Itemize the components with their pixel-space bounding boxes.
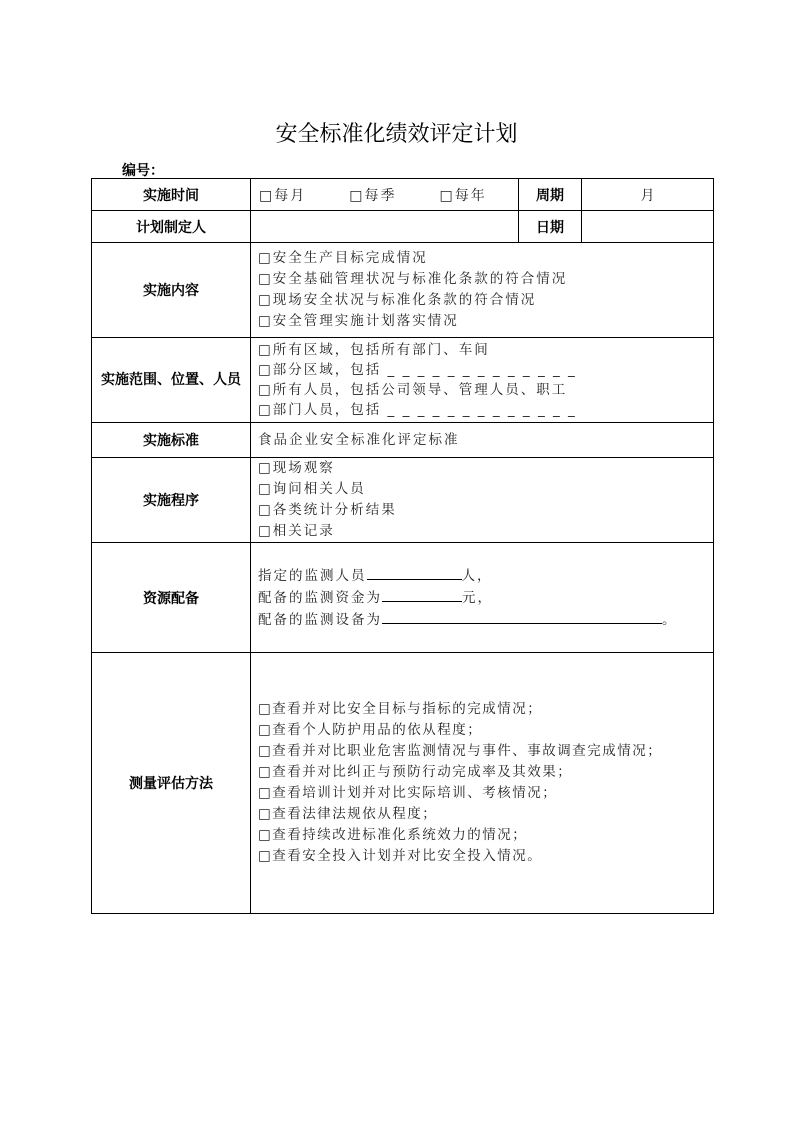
date-field[interactable] bbox=[582, 211, 714, 243]
label-content: 实施内容 bbox=[92, 243, 251, 338]
content-options bbox=[251, 243, 714, 338]
monitor-fund-unit: 元， bbox=[462, 589, 493, 606]
label-method: 测量评估方法 bbox=[92, 653, 251, 914]
monitor-equipment-field[interactable] bbox=[382, 609, 662, 624]
planner-field[interactable] bbox=[251, 211, 519, 243]
content-option[interactable]: □安全管理实施计划落实情况 bbox=[258, 313, 459, 329]
scope-option[interactable]: □部分区域，包括 _ _ _ _ _ _ _ _ _ _ _ _ _ bbox=[258, 362, 577, 378]
plan-table bbox=[91, 178, 714, 914]
monitor-staff-label: 指定的监测人员 bbox=[258, 567, 367, 584]
method-option[interactable]: □查看并对比职业危害监测情况与事件、事故调查完成情况； bbox=[258, 743, 663, 759]
method-option[interactable]: □查看并对比安全目标与指标的完成情况； bbox=[258, 701, 543, 717]
content-option[interactable]: □安全生产目标完成情况 bbox=[258, 250, 428, 266]
scope-option[interactable]: □所有区域，包括所有部门、车间 bbox=[258, 342, 490, 358]
method-option[interactable]: □查看培训计划并对比实际培训、考核情况； bbox=[258, 785, 558, 801]
option-quarterly[interactable]: □每季 bbox=[349, 187, 397, 204]
monitor-equipment-label: 配备的监测设备为 bbox=[258, 611, 382, 628]
label-time: 实施时间 bbox=[92, 179, 251, 211]
monitor-equipment-end: 。 bbox=[662, 611, 678, 628]
monitor-fund-label: 配备的监测资金为 bbox=[258, 589, 382, 606]
label-period: 周期 bbox=[519, 179, 582, 211]
period-value[interactable]: 月 bbox=[582, 179, 714, 211]
page-title: 安全标准化绩效评定计划 bbox=[275, 122, 518, 147]
row-scope bbox=[92, 338, 714, 423]
frequency-options bbox=[251, 179, 519, 211]
method-option[interactable]: □查看法律法规依从程度； bbox=[258, 806, 438, 822]
procedure-option[interactable]: □相关记录 bbox=[258, 523, 335, 539]
procedure-option[interactable]: □询问相关人员 bbox=[258, 481, 366, 497]
row-planner bbox=[92, 211, 714, 243]
method-options bbox=[251, 653, 714, 914]
scope-option[interactable]: □所有人员，包括公司领导、管理人员、职工 bbox=[258, 382, 568, 398]
row-time bbox=[92, 179, 714, 211]
option-monthly[interactable]: □每月 bbox=[259, 187, 307, 204]
label-planner: 计划制定人 bbox=[92, 211, 251, 243]
method-option[interactable]: □查看持续改进标准化系统效力的情况； bbox=[258, 827, 528, 843]
label-date: 日期 bbox=[519, 211, 582, 243]
row-resources bbox=[92, 543, 714, 653]
doc-number-label: 编号： bbox=[122, 163, 164, 179]
procedure-option[interactable]: □各类统计分析结果 bbox=[258, 502, 397, 518]
monitor-staff-field[interactable] bbox=[367, 565, 462, 580]
row-procedure bbox=[92, 458, 714, 543]
procedure-option[interactable]: □现场观察 bbox=[258, 460, 335, 476]
content-option[interactable]: □安全基础管理状况与标准化条款的符合情况 bbox=[258, 271, 568, 287]
label-standard: 实施标准 bbox=[92, 423, 251, 458]
monitor-fund-field[interactable] bbox=[382, 587, 462, 602]
procedure-options bbox=[251, 458, 714, 543]
scope-option[interactable]: □部门人员，包括 _ _ _ _ _ _ _ _ _ _ _ _ _ bbox=[258, 402, 577, 418]
standard-value: 食品企业安全标准化评定标准 bbox=[251, 423, 714, 458]
method-option[interactable]: □查看个人防护用品的依从程度； bbox=[258, 722, 483, 738]
option-yearly[interactable]: □每年 bbox=[439, 187, 487, 204]
method-option[interactable]: □查看并对比纠正与预防行动完成率及其效果； bbox=[258, 764, 573, 780]
resources-fields bbox=[251, 543, 714, 653]
row-standard bbox=[92, 423, 714, 458]
label-resources: 资源配备 bbox=[92, 543, 251, 653]
label-procedure: 实施程序 bbox=[92, 458, 251, 543]
row-content bbox=[92, 243, 714, 338]
scope-options bbox=[251, 338, 714, 423]
monitor-staff-unit: 人， bbox=[461, 567, 493, 584]
content-option[interactable]: □现场安全状况与标准化条款的符合情况 bbox=[258, 292, 537, 308]
method-option[interactable]: □查看安全投入计划并对比安全投入情况。 bbox=[258, 848, 543, 864]
label-scope: 实施范围、位置、人员 bbox=[92, 338, 251, 423]
row-method bbox=[92, 653, 714, 914]
